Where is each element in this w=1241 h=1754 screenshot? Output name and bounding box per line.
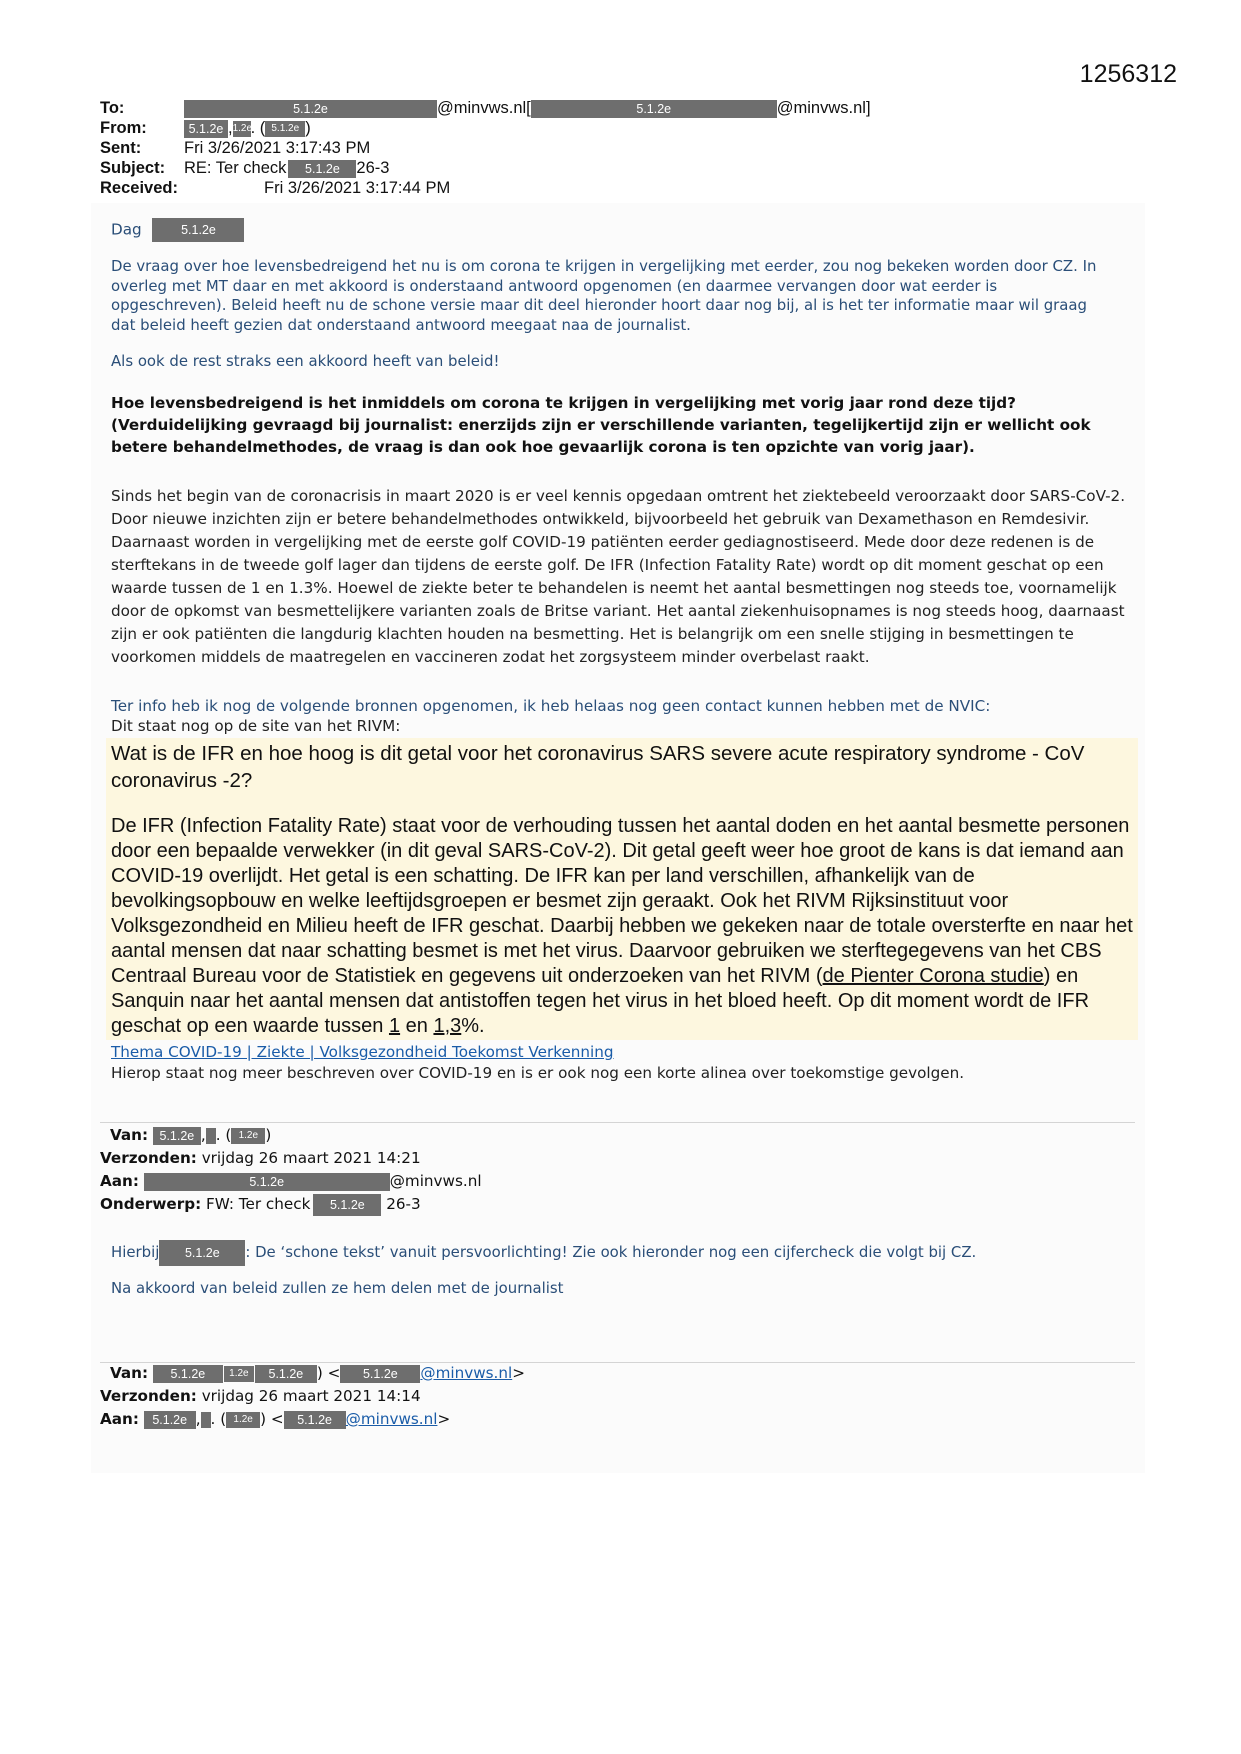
hierbij-word: Hierbij <box>111 1243 160 1261</box>
separator: , <box>195 1410 201 1428</box>
from-separator: . ( <box>250 119 266 137</box>
separator: ) <box>265 1126 272 1144</box>
aan-domain: @minvws.nl <box>389 1172 482 1190</box>
fw1-van-row <box>110 1124 271 1147</box>
from-separator: ) <box>305 119 311 137</box>
verzonden-value: vrijdag 26 maart 2021 14:14 <box>201 1387 421 1405</box>
redaction-box: 5.1.2e <box>153 1127 201 1145</box>
received-label: Received: <box>100 179 178 197</box>
ifr-value-high: 1,3 <box>433 1015 462 1037</box>
separator: > <box>512 1364 525 1382</box>
separator: . ( <box>210 1410 227 1428</box>
separator: . ( <box>215 1126 232 1144</box>
pienter-corona-link[interactable]: de Pienter Corona studie <box>822 965 1044 987</box>
separator: , <box>200 1126 206 1144</box>
redaction-box: 5.1.2e <box>144 1411 196 1429</box>
rivm-text: De IFR (Infection Fatality Rate) staat voor de verhouding tussen het aantal doden en het aantal besmette personen door een bepaalde verwekker (in dit geval SARS-CoV-2). Dit getal geeft weer hoe groot de kans is dat iemand aan COVID-19 overlijdt. Het getal is een schatting. De IFR kan per land verschillen, afhankelijk van de bevolkingsopbouw en welke leeftijdsgroepen er besmet zijn geraakt. Ook het RIVM Rijksinstituut voor Volksgezondheid en Milieu heeft de IFR geschat. Daarbij hebben we gekeken naar de totale oversterfte en naar het aantal mensen dat naar schatting besmet is met het virus. Daarvoor gebruiken we sterftegegevens van het CBS Centraal Bureau voor de Statistiek en gegevens uit onderzoeken van het RIVM ( <box>111 815 1133 987</box>
verzonden-label: Verzonden: <box>100 1387 197 1405</box>
redaction-box: 5.1.2e <box>313 1194 381 1216</box>
divider <box>100 1122 1135 1123</box>
document-number: 1256312 <box>1079 60 1177 88</box>
redaction-box: 5.1.2e <box>255 1365 317 1383</box>
rivm-question-title: Wat is de IFR en hoe hoog is dit getal voor het coronavirus SARS severe acute respiratory syndrome - CoV coronavirus -2? <box>111 742 1085 792</box>
rivm-intro: Dit staat nog op de site van het RIVM: <box>111 717 401 735</box>
van-label: Van: <box>110 1126 149 1144</box>
fw2-aan-row <box>100 1408 450 1431</box>
separator: ) < <box>316 1364 341 1382</box>
journalist-question: Hoe levensbedreigend is het inmiddels om corona te krijgen in vergelijking met vorig jaar rond deze tijd? (Verduidelijking gevraagd bij journalist: enerzijds zijn er verschillende varianten, tegelijkertijd zijn er wellicht ook betere behandelmethodes, de vraag is dan ook hoe gevaarlijk corona is ten opzichte van vorig jaar). <box>111 394 1091 456</box>
na-akkoord-line: Na akkoord van beleid zullen ze hem delen met de journalist <box>111 1279 564 1297</box>
redaction-box: 5.1.2e <box>284 1411 346 1429</box>
rivm-text: ) en Sanquin naar het aantal mensen dat antistoffen tegen het virus in het bloed heeft. Op dit moment wordt de IFR geschat op een waarde tussen <box>111 965 1090 1037</box>
from-separator: , <box>228 119 233 137</box>
redaction-box: 5.1.2e <box>152 218 244 242</box>
sources-intro: Ter info heb ik nog de volgende bronnen opgenomen, ik heb helaas nog geen contact kunnen hebben met de NVIC: <box>111 697 991 715</box>
to-row <box>100 98 871 118</box>
rivm-answer-text <box>111 814 1136 1039</box>
van-label: Van: <box>110 1364 149 1382</box>
separator: > <box>437 1410 451 1428</box>
sent-label: Sent: <box>100 139 142 157</box>
onderwerp-label: Onderwerp: <box>100 1195 202 1213</box>
redaction-box <box>201 1412 211 1428</box>
redaction-box: 5.1.2e <box>144 1173 390 1191</box>
thema-covid-link[interactable]: Thema COVID-19 | Ziekte | Volksgezondheid Toekomst Verkenning <box>111 1043 614 1061</box>
sent-row <box>100 138 871 158</box>
aan-email-link[interactable]: @minvws.nl <box>345 1410 438 1428</box>
to-label: To: <box>100 99 125 117</box>
hierbij-line <box>111 1240 976 1266</box>
rivm-text: %. <box>461 1015 485 1037</box>
redaction-box: 5.1.2e <box>265 121 305 137</box>
redaction-box: 5.1.2e <box>184 100 437 118</box>
to-domain: @minvws.nl[ <box>437 99 531 117</box>
answer-paragraph: Sinds het begin van de coronacrisis in maart 2020 is er veel kennis opgedaan omtrent het ziektebeeld veroorzaakt door SARS-CoV-2. Door nieuwe inzichten zijn er betere behandelmethodes ontwikkeld, bijvoorbeeld het gebruik van Dexamethason en Remdesivir. Daarnaast worden in vergelijking met de eerste golf COVID-19 patiënten eerder gediagnostiseerd. Mede door deze redenen is de sterftekans in de tweede golf lager dan tijdens de eerste golf. De IFR (Infection Fatality Rate) wordt op dit moment geschat op een waarde tussen de 1 en 1.3%. Hoewel de ziekte beter te behandelen is neemt het aantal besmettingen nog steeds toe, voornamelijk door de opkomst van besmettelijkere varianten zoals de Britse variant. Het aantal ziekenhuisopnames is nog steeds hoog, daarnaast zijn er ook patiënten die langdurig klachten houden na besmetting. Het is belangrijk om een snelle stijging in besmettingen te voorkomen middels de maatregelen en vaccineren zodat het zorgsysteem minder overbelast raakt. <box>111 487 1126 666</box>
subject-row <box>100 158 871 178</box>
hierbij-text: : De ‘schone tekst’ vanuit persvoorlichting! Zie ook hieronder nog een cijfercheck die volgt bij CZ. <box>245 1243 977 1261</box>
received-value: Fri 3/26/2021 3:17:44 PM <box>264 179 451 197</box>
redaction-box: 1.2e <box>224 1366 254 1382</box>
subject-prefix: RE: Ter check <box>184 159 287 177</box>
redaction-box: 1.2e <box>233 121 251 137</box>
redaction-box <box>206 1128 216 1144</box>
received-row <box>100 178 871 198</box>
fw1-aan-row <box>100 1170 482 1193</box>
greeting: Dag <box>111 220 142 239</box>
redaction-box: 5.1.2e <box>288 160 356 178</box>
redaction-box: 5.1.2e <box>184 120 228 138</box>
onderwerp-suffix: 26-3 <box>386 1195 421 1213</box>
fw2-verzonden-row <box>100 1385 421 1408</box>
redaction-box: 5.1.2e <box>159 1240 245 1266</box>
email-header <box>100 98 871 198</box>
aan-label: Aan: <box>100 1410 139 1428</box>
redaction-box: 5.1.2e <box>340 1365 420 1383</box>
rivm-text: en <box>400 1015 434 1037</box>
redaction-box: 1.2e <box>231 1128 265 1144</box>
fw2-van-row <box>110 1362 525 1385</box>
separator: ) < <box>260 1410 284 1428</box>
van-email-link[interactable]: @minvws.nl <box>420 1364 513 1382</box>
verzonden-value: vrijdag 26 maart 2021 14:21 <box>201 1149 421 1167</box>
fw1-onderwerp-row <box>100 1193 421 1216</box>
to-domain: @minvws.nl] <box>776 99 871 117</box>
ifr-value-low: 1 <box>388 1015 401 1037</box>
greeting-line <box>111 218 244 242</box>
sent-value: Fri 3/26/2021 3:17:43 PM <box>184 139 371 157</box>
approval-note: Als ook de rest straks een akkoord heeft van beleid! <box>111 352 500 370</box>
aan-label: Aan: <box>100 1172 139 1190</box>
from-row <box>100 118 871 138</box>
subject-label: Subject: <box>100 159 166 177</box>
intro-paragraph: De vraag over hoe levensbedreigend het nu is om corona te krijgen in vergelijking met eerder, zou nog bekeken worden door CZ. In overleg met MT daar en met akkoord is onderstaand antwoord opgenomen (en daarmee vervangen door wat eerder is opgeschreven). Beleid heeft nu de schone versie maar dit deel hieronder hoort daar nog bij, al is het ter informatie maar wil graag dat beleid heeft gezien dat onderstaand antwoord meegaat naa de journalist. <box>111 257 1097 334</box>
verzonden-label: Verzonden: <box>100 1149 197 1167</box>
subject-suffix: 26-3 <box>356 159 390 177</box>
fw1-verzonden-row <box>100 1147 421 1170</box>
from-label: From: <box>100 119 147 137</box>
onderwerp-prefix: FW: Ter check <box>205 1195 311 1213</box>
redaction-box: 1.2e <box>226 1412 260 1428</box>
redaction-box: 5.1.2e <box>531 100 777 118</box>
thema-note: Hierop staat nog meer beschreven over COVID-19 en is er ook nog een korte alinea over toekomstige gevolgen. <box>111 1064 965 1082</box>
redaction-box: 5.1.2e <box>153 1365 223 1383</box>
